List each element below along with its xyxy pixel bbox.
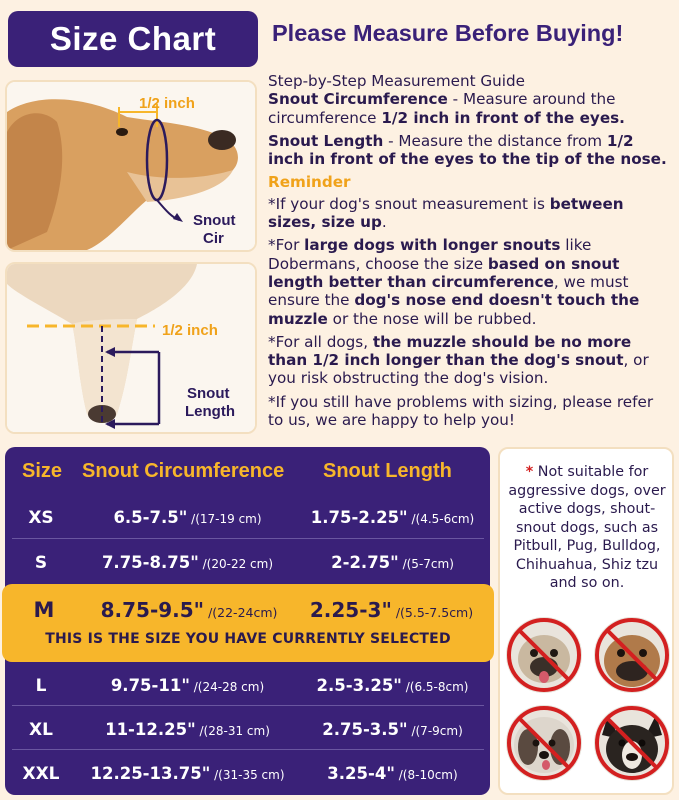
pug-prohibited-icon	[506, 617, 582, 693]
reminder-all-dogs: *For all dogs, the muzzle should be no more than 1/2 inch longer than the dog's snout, or you risk obstructing the dog's vision.	[268, 332, 649, 388]
row-size: XXL	[22, 764, 60, 784]
measure-heading: Please Measure Before Buying!	[272, 20, 624, 46]
row-length: 2-2.75" /(5-7cm)	[331, 553, 454, 572]
row-length: 2.75-3.5" /(7-9cm)	[322, 720, 463, 739]
row-length: 1.75-2.25" /(4.5-6cm)	[310, 508, 475, 527]
dog-top-illustration	[7, 264, 255, 432]
row-size: L	[35, 676, 47, 696]
snout-circumference-photo	[5, 80, 257, 252]
size-chart-badge	[8, 11, 258, 67]
row-length: 2.5-3.25" /(6.5-8cm)	[316, 676, 469, 695]
row-divider	[12, 538, 484, 539]
row-size: M	[33, 598, 55, 622]
guide-intro: Step-by-Step Measurement Guide	[268, 72, 526, 90]
row-divider	[12, 705, 484, 706]
row-circumference: 8.75-9.5" /(22-24cm)	[100, 598, 278, 622]
row-circumference: 12.25-13.75" /(31-35 cm)	[90, 764, 285, 783]
row-size: S	[34, 553, 48, 573]
reminder-contact: *If you still have problems with sizing, please refer to us, we are happy to help you!	[268, 392, 654, 430]
measurement-guide	[268, 72, 673, 434]
header-circumference: Snout Circumference	[82, 460, 285, 482]
header-length: Snout Length	[323, 460, 452, 482]
not-suitable-text: * Not suitable for aggressive dogs, over active dogs, shout-snout dogs, such as Pitbull, Pug, Bulldog, Chihuahua, Shiz tzu and so on.	[508, 464, 666, 591]
row-length: 2.25-3" /(5.5-7.5cm)	[309, 598, 474, 622]
not-suitable-box	[498, 447, 674, 795]
selected-note: THIS IS THE SIZE YOU HAVE CURRENTLY SELECTED	[45, 631, 451, 647]
half-inch-label-1: 1/2 inch	[139, 95, 195, 112]
table-row[interactable]	[5, 508, 490, 558]
reminder-size-up: *If your dog's snout measurement is between sizes, size up.	[268, 194, 624, 232]
selected-size-row[interactable]	[2, 584, 494, 662]
row-divider	[12, 749, 484, 750]
size-chart-title: Size Chart	[49, 20, 217, 57]
len-term: Snout Length	[268, 131, 384, 150]
row-circumference: 11-12.25" /(28-31 cm)	[105, 720, 270, 739]
guide-length: Snout Length - Measure the distance from 1/2 inch in front of the eyes to the tip of the nose.	[268, 131, 667, 169]
row-circumference: 7.75-8.75" /(20-22 cm)	[101, 553, 274, 572]
half-inch-label-2: 1/2 inch	[162, 322, 218, 339]
snout-cir-label-line2: Cir	[203, 230, 224, 247]
header-size: Size	[22, 460, 63, 482]
snout-length-photo	[5, 262, 257, 434]
row-length: 3.25-4" /(8-10cm)	[327, 764, 458, 783]
row-size: XS	[28, 508, 54, 528]
snout-len-label-line2: Length	[185, 403, 235, 420]
reminder-long-snouts: *For large dogs with longer snouts like Dobermans, choose the size based on snout length better than circumference, we must ensure the dog's nose end doesn't touch the muzzle or the nose will be rubbed.	[268, 236, 640, 328]
table-row[interactable]	[5, 720, 490, 770]
snout-len-label-line1: Snout	[187, 385, 230, 402]
table-row[interactable]	[5, 764, 490, 800]
row-size: XL	[29, 720, 53, 740]
circ-term: Snout Circumference	[268, 90, 448, 109]
reminder-title: Reminder	[268, 173, 351, 192]
shih-tzu-prohibited-icon	[506, 705, 582, 781]
french-bulldog-prohibited-icon	[594, 705, 670, 781]
guide-circumference: Snout Circumference - Measure around the circumference 1/2 inch in front of the eyes.	[268, 90, 625, 127]
row-circumference: 9.75-11" /(24-28 cm)	[110, 676, 265, 695]
row-circumference: 6.5-7.5" /(17-19 cm)	[113, 508, 262, 527]
bulldog-prohibited-icon	[594, 617, 670, 693]
dog-side-illustration	[7, 82, 255, 250]
table-row[interactable]	[5, 676, 490, 726]
snout-cir-label-line1: Snout	[193, 212, 236, 229]
warning-star: *	[525, 464, 534, 480]
